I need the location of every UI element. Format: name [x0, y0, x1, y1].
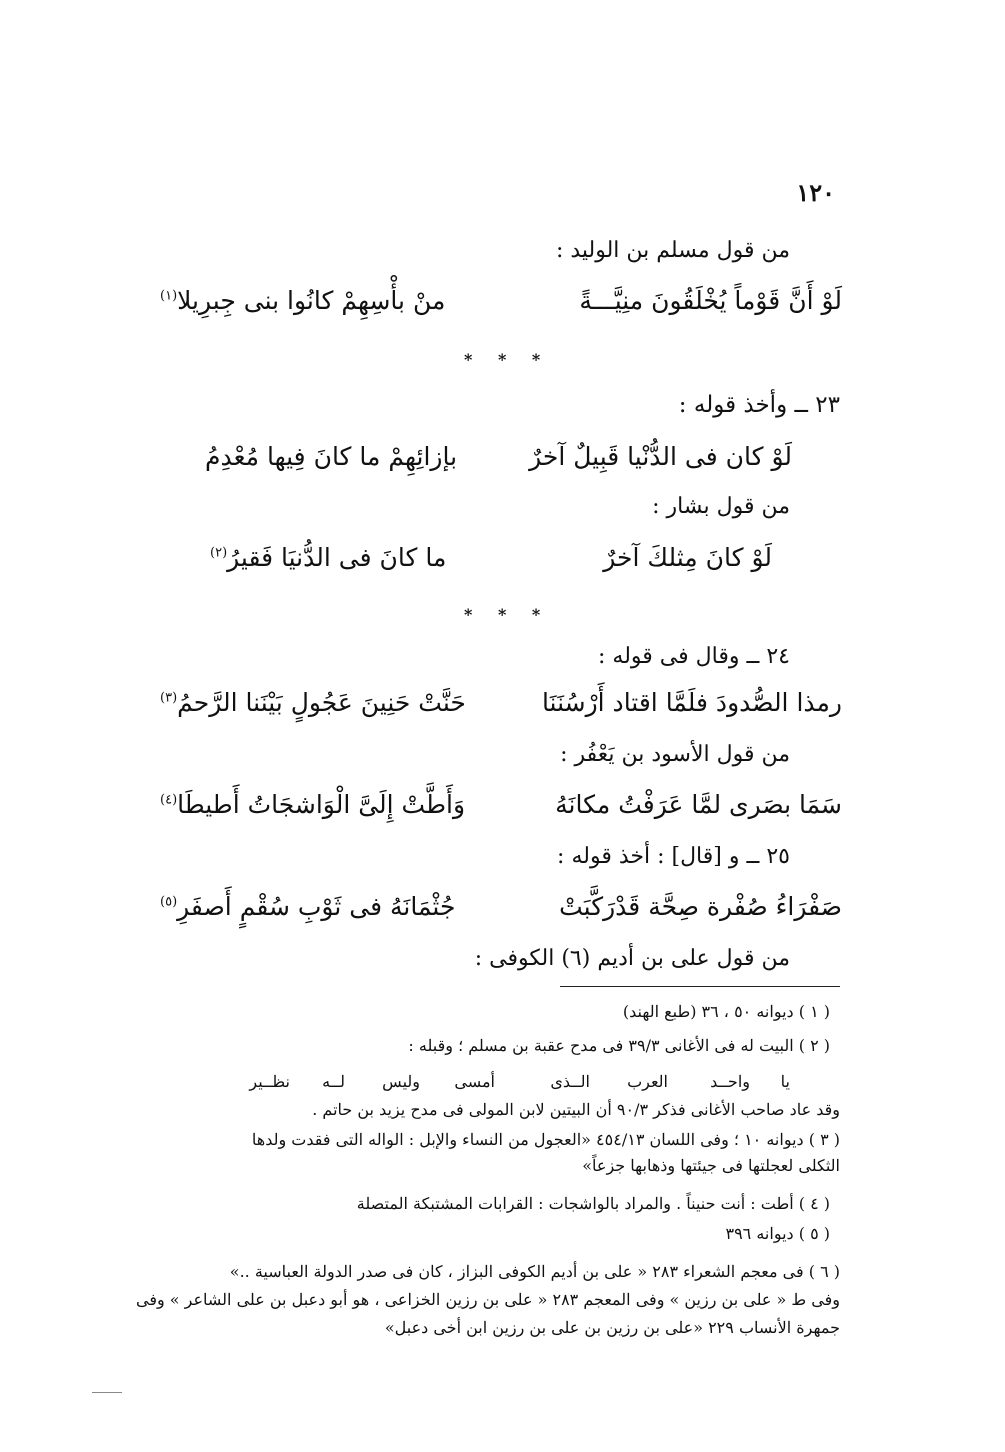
- verse-second-hemistich: بإزائِهِمْ ما كانَ فِيها مُعْدِمُ: [205, 442, 458, 471]
- verse-second-hemistich: [160, 790, 465, 819]
- verse-line: [160, 543, 842, 587]
- footnote-3-continued: الثكلى لعجلتها فى جيئتها وذهابها جزعاً»: [582, 1156, 840, 1175]
- poem-word: واحــد: [710, 1072, 750, 1091]
- intro-line: من قول الأسود بن يَعْفُر :: [560, 742, 790, 767]
- footnote-1: ( ١ ) ديوانه ٥٠ ، ٣٦ (طبع الهند): [622, 1002, 830, 1021]
- entry-heading: ٢٣ ــ وأخذ قوله :: [678, 392, 840, 418]
- verse-second-hemistich: [160, 286, 445, 315]
- footnote-5: ( ٥ ) ديوانه ٣٩٦: [725, 1224, 830, 1243]
- verse-line: [160, 442, 842, 486]
- footnote-ref: (٤): [160, 792, 178, 808]
- footnote-3: ( ٣ ) ديوانه ١٠ ؛ وفى اللسان ٤٥٤/١٣ «العجول من النساء والإبل : الواله التى فقدت ولدها: [251, 1130, 840, 1149]
- stray-mark: [92, 1392, 122, 1393]
- verse-second-hemistich-text: حَنَّتْ حَنِينَ عَجُولٍ بَيْنَنا الرَّحمُ: [177, 688, 466, 717]
- verse-second-hemistich: [210, 543, 446, 572]
- verse-line: [160, 286, 842, 330]
- poem-word: نظــير: [249, 1072, 290, 1091]
- footnote-divider: [560, 986, 840, 987]
- verse-second-hemistich-text: جُثْمَانَهُ فى ثَوْبِ سُقْمٍ أَصفَرِ: [177, 892, 456, 921]
- section-separator: * * *: [464, 350, 551, 369]
- poem-word: لــه: [322, 1072, 345, 1091]
- verse-first-hemistich: سَمَا بصَرى لمَّا عَرَفْتُ مكانَهُ: [555, 790, 842, 819]
- verse-second-hemistich: [160, 892, 455, 921]
- verse-first-hemistich: لَوْ كانَ مِثلكَ آخرٌ: [603, 543, 772, 572]
- footnote-6-continued-2: جمهرة الأنساب ٢٢٩ «على بن رزين بن على بن رزين ابن أخى دعبل»: [384, 1318, 840, 1337]
- verse-line: [160, 688, 842, 732]
- verse-line: [160, 790, 842, 834]
- footnote-ref: (١): [160, 288, 178, 304]
- verse-second-hemistich-text: منْ بأْسِهِمْ كانُوا بنى جِبرِيلا: [177, 286, 446, 315]
- verse-line: [160, 892, 842, 936]
- footnote-ref: (٥): [160, 894, 178, 910]
- poem-word: العرب: [627, 1072, 668, 1091]
- verse-second-hemistich-text: ما كانَ فى الدُّنيَا فَقيرُ: [227, 543, 447, 572]
- poem-word: يا: [780, 1072, 790, 1091]
- footnote-2-poem-line: [230, 1072, 790, 1094]
- footnote-ref: (٢): [210, 545, 228, 561]
- entry-heading: ٢٤ ــ وقال فى قوله :: [598, 644, 790, 669]
- intro-line: من قول بشار :: [652, 494, 790, 519]
- verse-second-hemistich-text: وَأَطَّتْ إِلَىَّ الْوَاشجَاتُ أَطيطَا: [177, 790, 466, 819]
- verse-second-hemistich: [160, 688, 466, 717]
- page-number: ١٢٠: [796, 178, 835, 207]
- entry-heading: ٢٥ ــ و [قال] : أخذ قوله :: [557, 844, 790, 869]
- intro-line: من قول على بن أديم (٦) الكوفى :: [474, 946, 790, 971]
- poem-word: الــذى: [550, 1072, 590, 1091]
- poem-word: أمسى: [454, 1072, 495, 1091]
- poem-word: وليس: [382, 1072, 420, 1091]
- section-separator: * * *: [464, 605, 551, 624]
- footnote-ref: (٣): [160, 690, 178, 706]
- verse-first-hemistich: صَفْرَاءُ صُفْرة صِحَّة قَدْرَكَّبَتْ: [559, 892, 842, 921]
- footnote-6: ( ٦ ) فى معجم الشعراء ٢٨٣ « على بن أديم الكوفى البزاز ، كان فى صدر الدولة العباسية ..»: [229, 1262, 840, 1281]
- footnote-2-continued: وقد عاد صاحب الأغانى فذكر ٩٠/٣ أن البيتين لابن المولى فى مدح يزيد بن حاتم .: [312, 1100, 840, 1119]
- intro-line: من قول مسلم بن الوليد :: [555, 238, 790, 263]
- verse-first-hemistich: رمذا الصُّدودَ فلَمَّا اقتاد أَرْسُنَنَا: [541, 688, 842, 717]
- verse-first-hemistich: لَوْ أَنَّ قَوْماً يُخْلَقُونَ منِيَّـــةً: [579, 286, 842, 315]
- footnote-6-continued: وفى ط « على بن رزين » وفى المعجم ٢٨٣ « على بن رزين الخزاعى ، هو أبو دعبل بن على الشاعر » وفى: [135, 1290, 840, 1309]
- footnote-2: ( ٢ ) البيت له فى الأغانى ٣٩/٣ فى مدح عقبة بن مسلم ؛ وقبله :: [408, 1036, 830, 1055]
- verse-first-hemistich: لَوْ كان فى الدُّنْيا قَبِيلٌ آخرٌ: [529, 442, 792, 471]
- footnote-4: ( ٤ ) أطت : أنت حنيناً . والمراد بالواشجات : القرابات المشتبكة المتصلة: [356, 1194, 830, 1213]
